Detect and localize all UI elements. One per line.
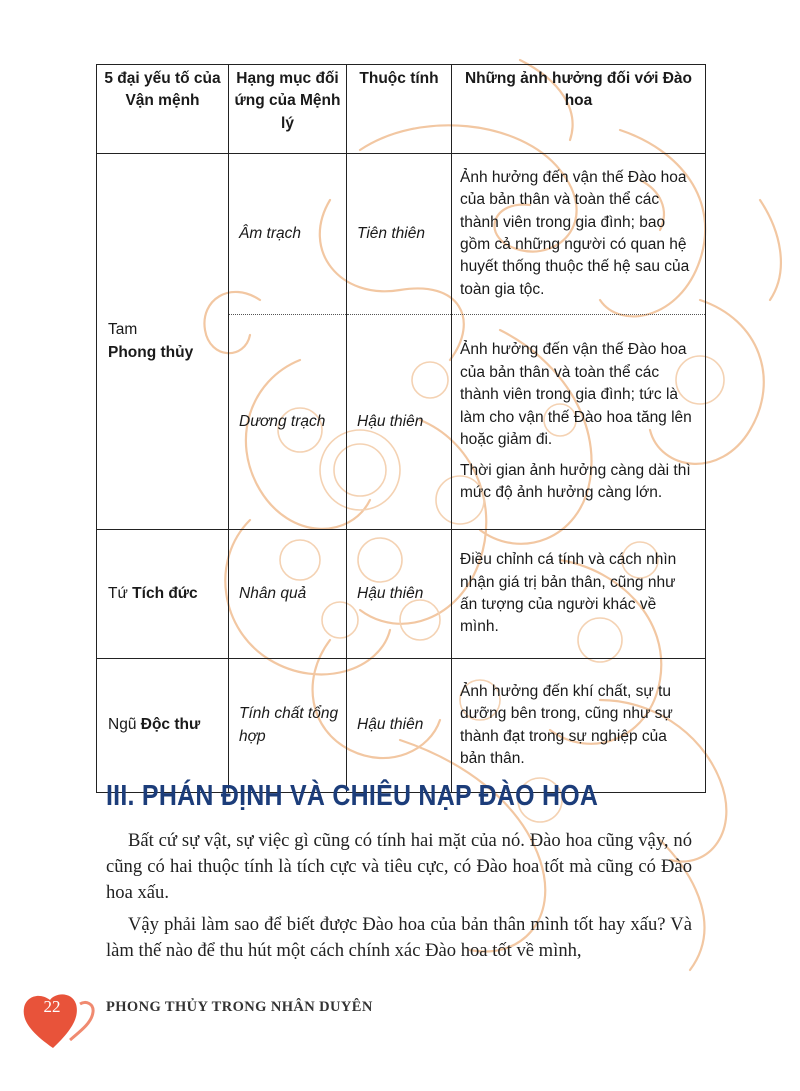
category-cell: Tính chất tổng hợp bbox=[229, 659, 347, 793]
effect-cell bbox=[452, 530, 706, 659]
factor-phong-thuy bbox=[97, 154, 229, 530]
attribute-cell: Tiên thiên bbox=[347, 154, 452, 315]
effect-text: Ảnh hưởng đến khí chất, sự tu dưỡng bên trong, cũng như sự thành đạt trong sự nghiệp của bản thân. bbox=[460, 682, 673, 767]
section-title: III. PHÁN ĐỊNH VÀ CHIÊU NẠP ĐÀO HOA bbox=[106, 780, 599, 812]
body-paragraph: Vậy phải làm sao để biết được Đào hoa của bản thân mình tốt hay xấu? Và làm thế nào để thu hút một cách chính xác Đào hoa tốt về mình, bbox=[106, 914, 692, 961]
header-category-label: Hạng mục đối ứng của Mệnh lý bbox=[234, 70, 341, 132]
attribute-cell: Hậu thiên bbox=[347, 315, 452, 530]
factor-prefix: Tam bbox=[108, 321, 138, 339]
header-attribute-label: Thuộc tính bbox=[359, 70, 439, 87]
factor-name: Tích đức bbox=[132, 584, 198, 602]
header-effects bbox=[452, 65, 706, 154]
effect-text: Ảnh hưởng đến vận thế Đào hoa của bản thân và toàn thể các thành viên trong gia đình; tức là làm cho vận thế Đào hoa tăng lên hoặc giảm đi. bbox=[460, 341, 692, 449]
effect-text: Ảnh hưởng đến vận thế Đào hoa của bản thân và toàn thể các thành viên trong gia đình; bao gồm cả những người có quan hệ huyết thống thuộc thế hệ sau của toàn gia tộc. bbox=[460, 168, 690, 298]
factor-name: Phong thủy bbox=[108, 343, 194, 361]
factor-prefix: Ngũ bbox=[108, 716, 137, 734]
table-header-row bbox=[97, 65, 706, 154]
header-attribute bbox=[347, 65, 452, 154]
effect-text: Thời gian ảnh hưởng càng dài thì mức độ ảnh hưởng càng lớn. bbox=[460, 461, 691, 502]
effect-cell bbox=[452, 154, 706, 315]
factor-prefix: Tứ bbox=[108, 584, 128, 602]
attribute-cell: Hậu thiên bbox=[347, 530, 452, 659]
table-row bbox=[97, 530, 706, 659]
table-row bbox=[97, 659, 706, 793]
effect-text: Điều chỉnh cá tính và cách nhìn nhận giá trị bản thân, cũng như ấn tượng của người khác về mình. bbox=[460, 551, 677, 636]
category-cell: Âm trạch bbox=[229, 154, 347, 315]
effect-cell bbox=[452, 315, 706, 530]
attribute-cell: Hậu thiên bbox=[347, 659, 452, 793]
header-five-factors bbox=[97, 65, 229, 154]
factor-doc-thu bbox=[97, 659, 229, 793]
factor-name: Độc thư bbox=[140, 716, 201, 734]
running-head: PHONG THỦY TRONG NHÂN DUYÊN bbox=[106, 999, 373, 1015]
category-cell: Nhân quả bbox=[229, 530, 347, 659]
factor-tich-duc bbox=[97, 530, 229, 659]
body-paragraph: Bất cứ sự vật, sự việc gì cũng có tính hai mặt của nó. Đào hoa cũng vậy, nó cũng có hai thuộc tính là tích cực và tiêu cực, có Đào hoa tốt mà cũng có Đào hoa xấu. bbox=[106, 830, 692, 903]
header-five-factors-label: 5 đại yếu tố của Vận mệnh bbox=[104, 70, 221, 110]
table-row bbox=[97, 154, 706, 315]
category-cell: Dương trạch bbox=[229, 315, 347, 530]
header-category bbox=[229, 65, 347, 154]
page-number: 22 bbox=[43, 997, 61, 1016]
header-effects-label: Những ảnh hưởng đối với Đào hoa bbox=[464, 70, 693, 110]
effect-cell bbox=[452, 659, 706, 793]
feng-shui-factors-table bbox=[96, 64, 706, 793]
